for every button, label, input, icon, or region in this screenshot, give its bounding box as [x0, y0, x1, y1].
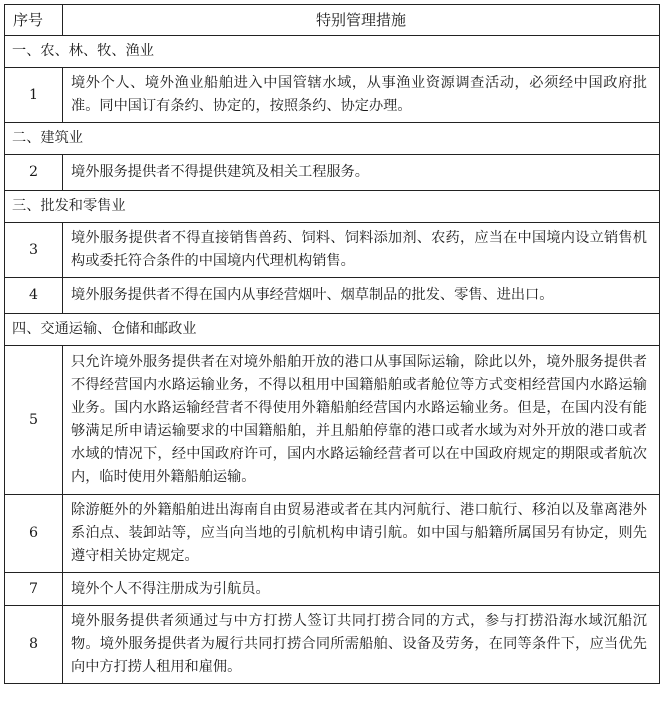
section-row-wholesale-retail — [5, 191, 660, 223]
row-number: 7 — [5, 573, 63, 606]
section-title: 一、农、林、牧、渔业 — [5, 36, 660, 68]
table-row — [5, 223, 660, 278]
table-row — [5, 573, 660, 606]
section-title: 三、批发和零售业 — [5, 191, 660, 223]
table-row — [5, 68, 660, 123]
table-row — [5, 278, 660, 314]
section-row-transport — [5, 314, 660, 346]
header-serial-number: 序号 — [5, 5, 63, 36]
table-row — [5, 155, 660, 191]
section-title: 二、建筑业 — [5, 123, 660, 155]
table-row — [5, 346, 660, 495]
row-number: 6 — [5, 495, 63, 573]
measure-text: 境外个人不得注册成为引航员。 — [63, 573, 660, 606]
row-number: 1 — [5, 68, 63, 123]
row-number: 5 — [5, 346, 63, 495]
row-number: 3 — [5, 223, 63, 278]
row-number: 2 — [5, 155, 63, 191]
section-row-agriculture — [5, 36, 660, 68]
table-row — [5, 606, 660, 684]
measure-text: 只允许境外服务提供者在对境外船舶开放的港口从事国际运输，除此以外，境外服务提供者不得经营国内水路运输业务，不得以租用中国籍船舶或者舱位等方式变相经营国内水路运输业务。国内水路运输经营者不得使用外籍船舶经营国内水路运输业务。但是，在国内没有能够满足所申请运输要求的中国籍船舶，并且船舶停靠的港口或者水域为对外开放的港口或者水域的情况下，经中国政府许可，国内水路运输经营者可以在中国政府规定的期限或者航次内，临时使用外籍船舶运输。 — [63, 346, 660, 495]
measure-text: 境外服务提供者须通过与中方打捞人签订共同打捞合同的方式，参与打捞沿海水域沉船沉物。境外服务提供者为履行共同打捞合同所需船舶、设备及劳务，在同等条件下，应当优先向中方打捞人租用和雇佣。 — [63, 606, 660, 684]
section-row-construction — [5, 123, 660, 155]
measure-text: 除游艇外的外籍船舶进出海南自由贸易港或者在其内河航行、港口航行、移泊以及靠离港外系泊点、装卸站等，应当向当地的引航机构申请引航。如中国与船籍所属国另有协定，则先遵守相关协定规定。 — [63, 495, 660, 573]
measure-text: 境外个人、境外渔业船舶进入中国管辖水域，从事渔业资源调查活动，必须经中国政府批准。同中国订有条约、协定的，按照条约、协定办理。 — [63, 68, 660, 123]
header-special-measures: 特别管理措施 — [63, 5, 660, 36]
measure-text: 境外服务提供者不得在国内从事经营烟叶、烟草制品的批发、零售、进出口。 — [63, 278, 660, 314]
measure-text: 境外服务提供者不得提供建筑及相关工程服务。 — [63, 155, 660, 191]
section-title: 四、交通运输、仓储和邮政业 — [5, 314, 660, 346]
table-row — [5, 495, 660, 573]
row-number: 8 — [5, 606, 63, 684]
special-measures-table — [4, 4, 660, 684]
row-number: 4 — [5, 278, 63, 314]
table-header-row — [5, 5, 660, 36]
measure-text: 境外服务提供者不得直接销售兽药、饲料、饲料添加剂、农药，应当在中国境内设立销售机构或委托符合条件的中国境内代理机构销售。 — [63, 223, 660, 278]
